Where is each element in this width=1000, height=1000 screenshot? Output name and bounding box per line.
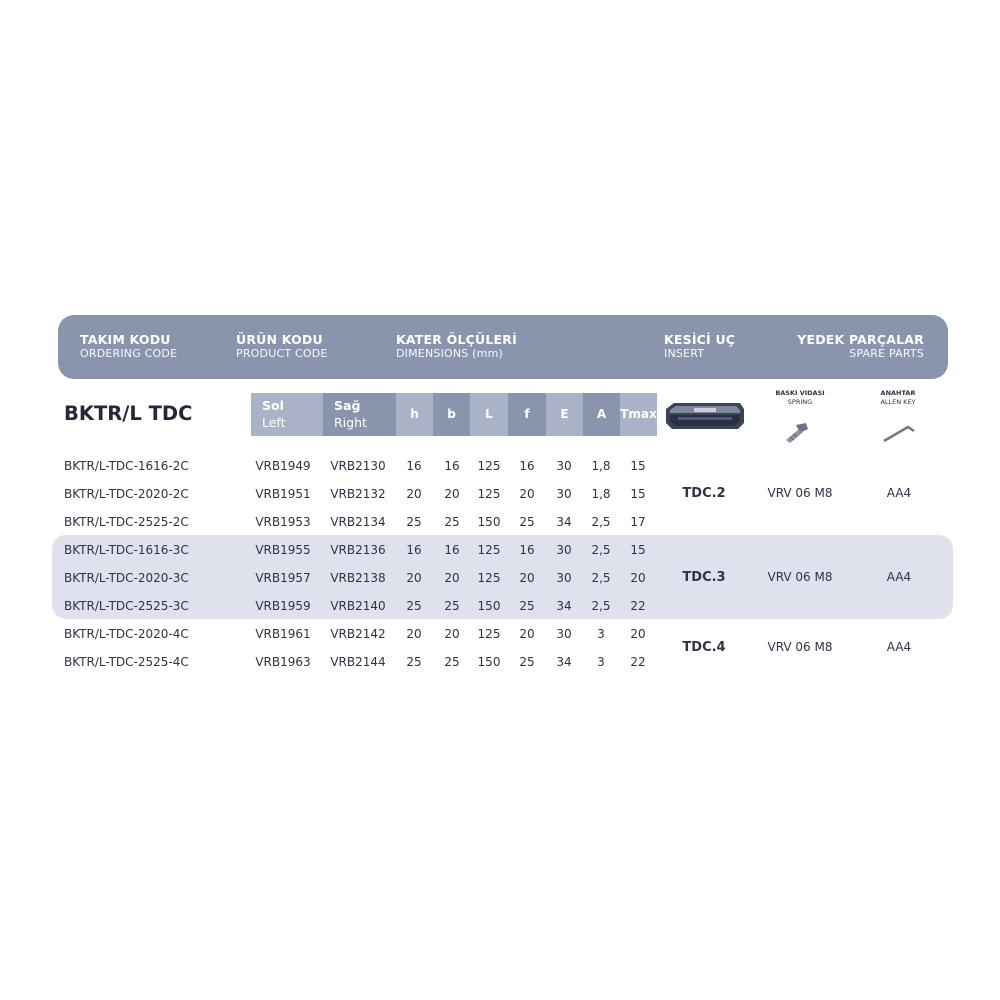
dim-value-E: 34 [556, 515, 572, 529]
ordering-code-title: TAKIM KODU [80, 332, 171, 347]
left-sublabel: Left [262, 415, 286, 430]
dim-value-tmax: 15 [630, 459, 646, 473]
ordering-code: BKTR/L-TDC-1616-3C [64, 543, 189, 557]
spring-name-group-1: VRV 06 M8 [767, 486, 833, 500]
product-code-header [236, 332, 328, 361]
dim-value-tmax: 15 [630, 487, 646, 501]
product-code-right: VRB2132 [330, 487, 386, 501]
dim-value-h: 20 [406, 571, 422, 585]
screw-icon [782, 421, 810, 445]
insert-name-group-2: TDC.3 [682, 570, 726, 585]
dim-value-h: 16 [406, 543, 422, 557]
dim-header-tmax: Tmax [620, 393, 657, 436]
product-code-subtitle: PRODUCT CODE [236, 347, 328, 360]
dim-value-L: 125 [477, 627, 501, 641]
ordering-code-subtitle: ORDERING CODE [80, 347, 178, 360]
spare-parts-subtitle: SPARE PARTS [849, 347, 924, 360]
spring-label-main: BASKI VIDASI [775, 389, 825, 397]
spring-label [770, 389, 830, 407]
dim-header-h: h [396, 393, 433, 436]
insert-name-group-1: TDC.2 [682, 486, 726, 501]
dimensions-header [396, 332, 517, 361]
product-code-title: ÜRÜN KODU [236, 332, 323, 347]
right-column-header [323, 393, 396, 436]
spring-name-group-3: VRV 06 M8 [767, 640, 833, 654]
ordering-code: BKTR/L-TDC-1616-2C [64, 459, 189, 473]
dim-header-L: L [470, 393, 508, 436]
dim-value-b: 20 [444, 571, 460, 585]
dim-value-b: 25 [444, 655, 460, 669]
dim-value-A: 2,5 [591, 571, 611, 585]
dim-value-f: 25 [519, 599, 535, 613]
insert-header [664, 332, 735, 361]
insert-name-group-3: TDC.4 [682, 640, 726, 655]
ordering-code: BKTR/L-TDC-2525-2C [64, 515, 189, 529]
spring-label-sub: SPRING [787, 398, 813, 406]
dim-value-L: 125 [477, 543, 501, 557]
key-name-group-3: AA4 [886, 640, 912, 654]
dim-value-A: 3 [597, 627, 605, 641]
dim-value-f: 16 [519, 543, 535, 557]
dim-header-f: f [508, 393, 546, 436]
product-code-left: VRB1959 [255, 599, 311, 613]
dim-value-L: 150 [477, 515, 501, 529]
product-code-right: VRB2138 [330, 571, 386, 585]
dim-value-L: 125 [477, 571, 501, 585]
dim-value-A: 2,5 [591, 515, 611, 529]
ordering-code: BKTR/L-TDC-2020-4C [64, 627, 189, 641]
dim-value-L: 150 [477, 599, 501, 613]
allen-key-label-main: ANAHTAR [880, 389, 916, 397]
product-code-right: VRB2142 [330, 627, 386, 641]
dim-value-E: 30 [556, 627, 572, 641]
ordering-code: BKTR/L-TDC-2020-3C [64, 571, 189, 585]
right-label: Sağ [334, 398, 361, 413]
product-code-left: VRB1963 [255, 655, 311, 669]
dim-header-A: A [583, 393, 620, 436]
dim-value-tmax: 17 [630, 515, 646, 529]
dim-value-E: 30 [556, 571, 572, 585]
dim-value-f: 20 [519, 627, 535, 641]
allen-key-label [868, 389, 928, 407]
allen-key-icon [880, 419, 916, 445]
dim-value-tmax: 22 [630, 655, 646, 669]
dim-value-f: 20 [519, 487, 535, 501]
dim-value-h: 25 [406, 655, 422, 669]
table-header-bar [58, 315, 948, 379]
dim-value-tmax: 20 [630, 571, 646, 585]
product-code-left: VRB1953 [255, 515, 311, 529]
dim-value-h: 25 [406, 515, 422, 529]
spring-name-group-2: VRV 06 M8 [767, 570, 833, 584]
dim-value-tmax: 15 [630, 543, 646, 557]
dim-value-f: 25 [519, 655, 535, 669]
product-family-title: BKTR/L TDC [64, 402, 193, 425]
left-label: Sol [262, 398, 284, 413]
product-code-left: VRB1957 [255, 571, 311, 585]
dim-value-h: 20 [406, 627, 422, 641]
insert-title: KESİCİ UÇ [664, 332, 736, 347]
key-name-group-2: AA4 [886, 570, 912, 584]
key-name-group-1: AA4 [886, 486, 912, 500]
left-column-header [251, 393, 323, 436]
dim-value-E: 30 [556, 459, 572, 473]
dim-value-b: 20 [444, 487, 460, 501]
dim-value-L: 125 [477, 459, 501, 473]
dim-value-E: 34 [556, 655, 572, 669]
dim-value-E: 30 [556, 487, 572, 501]
product-code-left: VRB1951 [255, 487, 311, 501]
dim-value-b: 25 [444, 599, 460, 613]
dim-value-A: 3 [597, 655, 605, 669]
right-sublabel: Right [334, 415, 367, 430]
product-code-right: VRB2144 [330, 655, 386, 669]
dim-header-E: E [546, 393, 583, 436]
insert-subtitle: INSERT [664, 347, 705, 360]
dim-value-A: 2,5 [591, 543, 611, 557]
ordering-code: BKTR/L-TDC-2525-4C [64, 655, 189, 669]
dimensions-title: KATER ÖLÇÜLERİ [396, 332, 517, 347]
dim-value-L: 150 [477, 655, 501, 669]
product-code-right: VRB2140 [330, 599, 386, 613]
product-code-right: VRB2136 [330, 543, 386, 557]
dimensions-subtitle: DIMENSIONS (mm) [396, 347, 503, 360]
ordering-code: BKTR/L-TDC-2525-3C [64, 599, 189, 613]
ordering-code-header [80, 332, 177, 361]
product-code-left: VRB1961 [255, 627, 311, 641]
dim-value-A: 2,5 [591, 599, 611, 613]
product-code-left: VRB1955 [255, 543, 311, 557]
dim-value-b: 20 [444, 627, 460, 641]
dim-header-b: b [433, 393, 470, 436]
dim-value-A: 1,8 [591, 459, 611, 473]
insert-image [664, 399, 746, 433]
dim-value-E: 30 [556, 543, 572, 557]
dim-value-f: 25 [519, 515, 535, 529]
dim-value-b: 16 [444, 459, 460, 473]
dim-value-f: 20 [519, 571, 535, 585]
dim-value-f: 16 [519, 459, 535, 473]
product-code-right: VRB2130 [330, 459, 386, 473]
product-code-right: VRB2134 [330, 515, 386, 529]
dim-value-b: 16 [444, 543, 460, 557]
product-code-left: VRB1949 [255, 459, 311, 473]
dim-value-b: 25 [444, 515, 460, 529]
dim-value-tmax: 20 [630, 627, 646, 641]
spare-parts-title: YEDEK PARÇALAR [797, 332, 924, 347]
dim-value-h: 20 [406, 487, 422, 501]
dim-value-E: 34 [556, 599, 572, 613]
dim-value-h: 16 [406, 459, 422, 473]
dim-value-h: 25 [406, 599, 422, 613]
dim-value-tmax: 22 [630, 599, 646, 613]
dim-value-A: 1,8 [591, 487, 611, 501]
allen-key-label-sub: ALLEN KEY [880, 398, 916, 406]
dim-value-L: 125 [477, 487, 501, 501]
ordering-code: BKTR/L-TDC-2020-2C [64, 487, 189, 501]
spare-parts-header [797, 332, 924, 361]
